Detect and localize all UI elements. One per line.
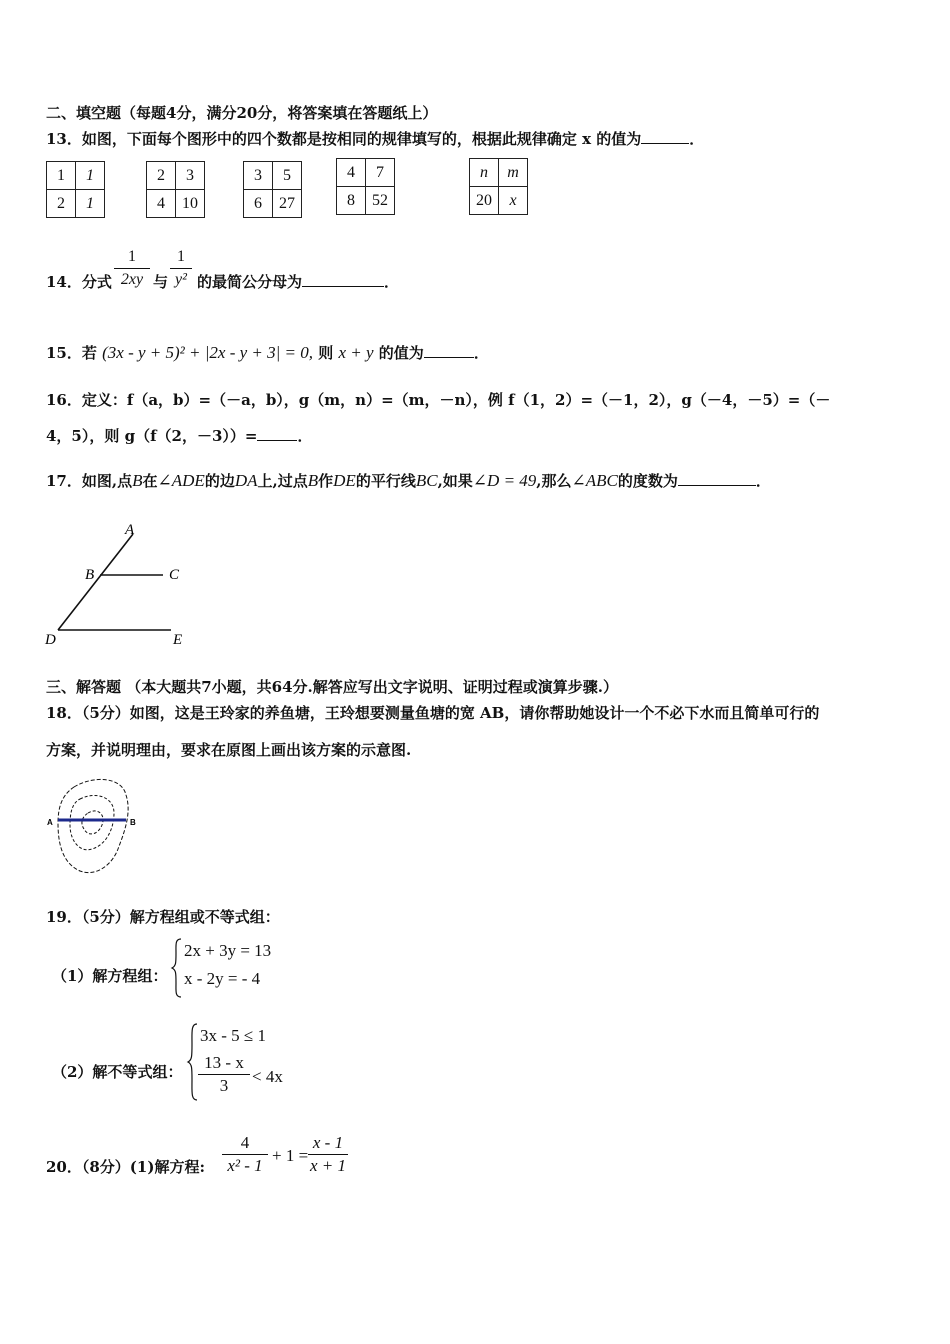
pond-diagram bbox=[44, 773, 144, 883]
q13-stem: 13．如图，下面每个图形中的四个数都是按相同的规律填写的，根据此规律确定 x 的值为 bbox=[46, 130, 642, 148]
line-da bbox=[58, 534, 133, 630]
q15-expression: x + y bbox=[338, 343, 374, 362]
question-15-text: 15．若 (3x - y + 5)² + |2x - y + 3| = 0, 则 x + y 的值为 ． bbox=[46, 343, 489, 362]
grid-cell: 27 bbox=[273, 190, 302, 218]
point-b-label: B bbox=[130, 818, 136, 827]
grid-cell: x bbox=[499, 187, 528, 215]
grid-cell: 10 bbox=[176, 190, 205, 218]
q19-eq1: 2x + 3y = 13 bbox=[184, 941, 272, 960]
grid-cell: 7 bbox=[366, 159, 395, 187]
point-a-label: A bbox=[125, 522, 135, 538]
section-2-title: 二、填空题（每题4分，满分20分，将答案填在答题纸上） bbox=[46, 104, 438, 122]
q14-mid: 与 bbox=[153, 273, 169, 291]
q16-line-1: 16．定义：f（a，b）=（－a，b），g（m，n）=（m，－n），例 f（1，2）=（－1，2），g（－4，－5）=（－ bbox=[46, 391, 831, 409]
answer-blank-13[interactable] bbox=[641, 129, 689, 144]
q19-ineq2-fraction: 13 - x 3 bbox=[198, 1053, 250, 1096]
q19-part-2-label: （2）解不等式组： bbox=[52, 1063, 183, 1081]
number-grid-1 bbox=[46, 161, 105, 218]
grid-cell: n bbox=[470, 159, 499, 187]
answer-blank-15[interactable] bbox=[424, 343, 474, 358]
point-b-label: B bbox=[85, 567, 95, 583]
grid-cell: 20 bbox=[470, 187, 499, 215]
q14-fraction-1: 1 2xy bbox=[114, 247, 150, 290]
point-d-label: D bbox=[45, 632, 56, 648]
grid-cell: 52 bbox=[366, 187, 395, 215]
grid-cell: 8 bbox=[337, 187, 366, 215]
question-17-text: 17．如图,点B在∠ADE的边DA上,过点B作DE的平行线BC,如果∠D = 49,那么∠ABC的度数为 ． bbox=[46, 471, 771, 490]
grid-cell: 4 bbox=[337, 159, 366, 187]
q15-equation: (3x - y + 5)² + |2x - y + 3| = 0, bbox=[102, 343, 314, 362]
question-13-text: 13．如图，下面每个图形中的四个数都是按相同的规律填写的，根据此规律确定 x 的值为 ． bbox=[46, 130, 705, 148]
q19-ineq2-rhs: < 4x bbox=[252, 1067, 283, 1086]
number-grid-3 bbox=[243, 161, 302, 218]
answer-blank-17[interactable] bbox=[678, 471, 756, 486]
grid-cell: 4 bbox=[147, 190, 176, 218]
grid-cell: 1 bbox=[76, 190, 105, 218]
q14-suffix: 的最简公分母为 ． bbox=[197, 273, 400, 291]
q20-fraction-2: x - 1 x + 1 bbox=[309, 1133, 347, 1175]
q14-fraction-2: 1 y² bbox=[170, 247, 192, 290]
q19-ineq1: 3x - 5 ≤ 1 bbox=[200, 1026, 266, 1045]
answer-blank-16[interactable] bbox=[257, 426, 297, 441]
q18-line-2: 方案，并说明理由，要求在原图上画出该方案的示意图. bbox=[46, 741, 412, 759]
number-grid-4 bbox=[336, 158, 395, 215]
q18-line-1: 18．（5分）如图，这是王玲家的养鱼塘，王玲想要测量鱼塘的宽 AB，请你帮助她设计一个不必下水而且简单可行的 bbox=[46, 704, 820, 722]
grid-cell: 2 bbox=[147, 162, 176, 190]
q20-fraction-1: 4 x² - 1 bbox=[222, 1133, 268, 1176]
q20-operator: + 1 = bbox=[272, 1146, 309, 1165]
number-grid-5 bbox=[469, 158, 528, 215]
grid-cell: 3 bbox=[176, 162, 205, 190]
q16-line-2: 4，5），则 g（f（2，－3））= ． bbox=[46, 427, 313, 445]
q19-equation-system bbox=[184, 937, 271, 993]
number-grid-2 bbox=[146, 161, 205, 218]
q14-prefix: 14．分式 bbox=[46, 273, 112, 291]
grid-cell: 5 bbox=[273, 162, 302, 190]
grid-cell: 1 bbox=[76, 162, 105, 190]
pond-outline-middle bbox=[70, 795, 114, 849]
q20-prefix: 20．（8分）(1)解方程: bbox=[46, 1158, 205, 1176]
grid-cell: 6 bbox=[244, 190, 273, 218]
q19-title: 19．（5分）解方程组或不等式组： bbox=[46, 908, 280, 926]
left-brace-icon bbox=[170, 937, 184, 999]
section-3-title: 三、解答题 （本大题共7小题，共64分.解答应写出文字说明、证明过程或演算步骤.） bbox=[46, 678, 618, 696]
q19-eq2: x - 2y = - 4 bbox=[184, 969, 261, 988]
point-e-label: E bbox=[173, 632, 183, 648]
grid-cell: 2 bbox=[47, 190, 76, 218]
pond-outline-outer bbox=[58, 779, 128, 872]
grid-cell: 3 bbox=[244, 162, 273, 190]
answer-blank-14[interactable] bbox=[302, 272, 384, 287]
pond-outline-inner bbox=[82, 811, 103, 834]
point-c-label: C bbox=[169, 567, 180, 583]
point-a-label: A bbox=[47, 818, 53, 827]
q19-part-1-label: （1）解方程组： bbox=[52, 967, 168, 985]
grid-cell: 1 bbox=[47, 162, 76, 190]
grid-cell: m bbox=[499, 159, 528, 187]
angle-diagram bbox=[40, 518, 200, 653]
